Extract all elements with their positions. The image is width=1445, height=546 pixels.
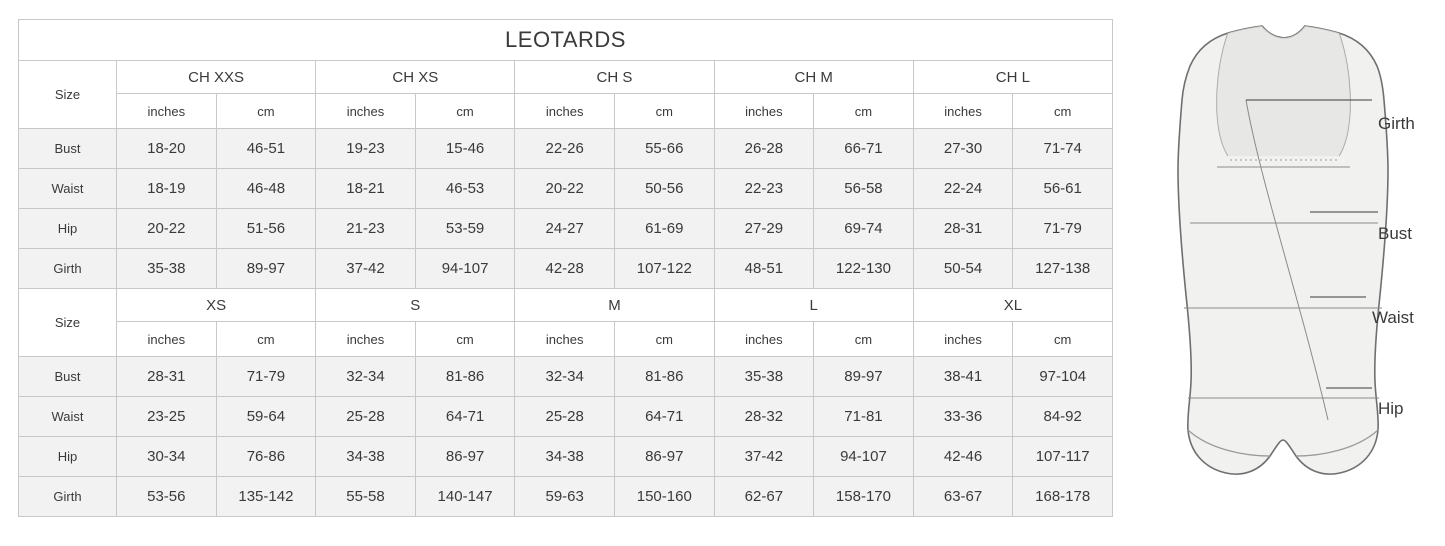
cell: 24-27 (515, 209, 615, 249)
cell: 27-29 (714, 209, 814, 249)
unit-header-inches: inches (714, 94, 814, 129)
table-row (19, 477, 1113, 517)
cell: 28-32 (714, 397, 814, 437)
cell: 69-74 (814, 209, 914, 249)
callout-hip: Hip (1378, 399, 1404, 418)
cell: 150-160 (614, 477, 714, 517)
cell: 20-22 (117, 209, 217, 249)
cell: 25-28 (316, 397, 416, 437)
cell: 140-147 (415, 477, 515, 517)
cell: 30-34 (117, 437, 217, 477)
cell: 51-56 (216, 209, 316, 249)
group-header-ch-l: CH L (913, 61, 1112, 94)
unit-header-cm: cm (1013, 322, 1113, 357)
cell: 71-81 (814, 397, 914, 437)
unit-header-inches: inches (117, 322, 217, 357)
cell: 26-28 (714, 129, 814, 169)
cell: 62-67 (714, 477, 814, 517)
cell: 76-86 (216, 437, 316, 477)
unit-header-inches: inches (913, 94, 1013, 129)
callout-bust: Bust (1378, 224, 1413, 243)
cell: 46-48 (216, 169, 316, 209)
cell: 18-19 (117, 169, 217, 209)
group-header-s: S (316, 289, 515, 322)
cell: 34-38 (515, 437, 615, 477)
unit-header-inches: inches (117, 94, 217, 129)
row-label-waist: Waist (19, 169, 117, 209)
cell: 28-31 (117, 357, 217, 397)
unit-header-inches: inches (515, 94, 615, 129)
cell: 55-66 (614, 129, 714, 169)
cell: 56-58 (814, 169, 914, 209)
cell: 55-58 (316, 477, 416, 517)
section1-unit-header-row (19, 94, 1113, 129)
leotard-diagram-svg (1150, 20, 1435, 530)
cell: 32-34 (515, 357, 615, 397)
unit-header-inches: inches (316, 94, 416, 129)
group-header-xs: XS (117, 289, 316, 322)
cell: 42-46 (913, 437, 1013, 477)
section1-group-header-row (19, 61, 1113, 94)
row-label-girth: Girth (19, 249, 117, 289)
table-row (19, 437, 1113, 477)
cell: 22-26 (515, 129, 615, 169)
cell: 22-24 (913, 169, 1013, 209)
unit-header-cm: cm (216, 94, 316, 129)
size-chart-table (18, 19, 1113, 517)
cell: 66-71 (814, 129, 914, 169)
cell: 64-71 (614, 397, 714, 437)
unit-header-cm: cm (415, 94, 515, 129)
leotard-illustration (1150, 20, 1435, 530)
cell: 86-97 (614, 437, 714, 477)
cell: 37-42 (316, 249, 416, 289)
page-title: LEOTARDS (19, 20, 1113, 61)
cell: 86-97 (415, 437, 515, 477)
group-header-l: L (714, 289, 913, 322)
cell: 50-56 (614, 169, 714, 209)
cell: 64-71 (415, 397, 515, 437)
cell: 19-23 (316, 129, 416, 169)
cell: 28-31 (913, 209, 1013, 249)
unit-header-inches: inches (913, 322, 1013, 357)
row-label-waist: Waist (19, 397, 117, 437)
row-label-bust: Bust (19, 129, 117, 169)
group-header-ch-xs: CH XS (316, 61, 515, 94)
cell: 35-38 (117, 249, 217, 289)
unit-header-cm: cm (614, 94, 714, 129)
cell: 63-67 (913, 477, 1013, 517)
cell: 168-178 (1013, 477, 1113, 517)
size-label-1: Size (19, 61, 117, 129)
table-title-row (19, 20, 1113, 61)
row-label-hip: Hip (19, 209, 117, 249)
unit-header-cm: cm (415, 322, 515, 357)
cell: 18-21 (316, 169, 416, 209)
table-row (19, 129, 1113, 169)
section2-unit-header-row (19, 322, 1113, 357)
group-header-m: M (515, 289, 714, 322)
unit-header-inches: inches (515, 322, 615, 357)
row-label-hip: Hip (19, 437, 117, 477)
cell: 59-64 (216, 397, 316, 437)
cell: 18-20 (117, 129, 217, 169)
cell: 34-38 (316, 437, 416, 477)
unit-header-inches: inches (714, 322, 814, 357)
cell: 46-51 (216, 129, 316, 169)
group-header-ch-m: CH M (714, 61, 913, 94)
cell: 27-30 (913, 129, 1013, 169)
cell: 46-53 (415, 169, 515, 209)
group-header-ch-xxs: CH XXS (117, 61, 316, 94)
table-row (19, 209, 1113, 249)
unit-header-cm: cm (814, 322, 914, 357)
cell: 25-28 (515, 397, 615, 437)
cell: 20-22 (515, 169, 615, 209)
cell: 71-79 (216, 357, 316, 397)
cell: 94-107 (415, 249, 515, 289)
cell: 97-104 (1013, 357, 1113, 397)
cell: 32-34 (316, 357, 416, 397)
size-label-2: Size (19, 289, 117, 357)
cell: 127-138 (1013, 249, 1113, 289)
callout-girth: Girth (1378, 114, 1415, 133)
unit-header-inches: inches (316, 322, 416, 357)
cell: 81-86 (415, 357, 515, 397)
cell: 23-25 (117, 397, 217, 437)
cell: 53-56 (117, 477, 217, 517)
cell: 122-130 (814, 249, 914, 289)
cell: 84-92 (1013, 397, 1113, 437)
cell: 35-38 (714, 357, 814, 397)
cell: 48-51 (714, 249, 814, 289)
cell: 61-69 (614, 209, 714, 249)
cell: 71-79 (1013, 209, 1113, 249)
cell: 53-59 (415, 209, 515, 249)
cell: 71-74 (1013, 129, 1113, 169)
cell: 89-97 (216, 249, 316, 289)
cell: 94-107 (814, 437, 914, 477)
cell: 38-41 (913, 357, 1013, 397)
cell: 59-63 (515, 477, 615, 517)
cell: 81-86 (614, 357, 714, 397)
table-row (19, 169, 1113, 209)
table-row (19, 397, 1113, 437)
section2-group-header-row (19, 289, 1113, 322)
cell: 89-97 (814, 357, 914, 397)
cell: 107-122 (614, 249, 714, 289)
cell: 42-28 (515, 249, 615, 289)
table-row (19, 249, 1113, 289)
cell: 22-23 (714, 169, 814, 209)
cell: 37-42 (714, 437, 814, 477)
table-row (19, 357, 1113, 397)
unit-header-cm: cm (614, 322, 714, 357)
callout-waist: Waist (1372, 308, 1414, 327)
cell: 107-117 (1013, 437, 1113, 477)
group-header-xl: XL (913, 289, 1112, 322)
cell: 158-170 (814, 477, 914, 517)
cell: 33-36 (913, 397, 1013, 437)
group-header-ch-s: CH S (515, 61, 714, 94)
unit-header-cm: cm (216, 322, 316, 357)
cell: 15-46 (415, 129, 515, 169)
cell: 50-54 (913, 249, 1013, 289)
unit-header-cm: cm (814, 94, 914, 129)
row-label-girth: Girth (19, 477, 117, 517)
cell: 21-23 (316, 209, 416, 249)
cell: 135-142 (216, 477, 316, 517)
row-label-bust: Bust (19, 357, 117, 397)
size-chart-container (18, 19, 1112, 517)
cell: 56-61 (1013, 169, 1113, 209)
unit-header-cm: cm (1013, 94, 1113, 129)
